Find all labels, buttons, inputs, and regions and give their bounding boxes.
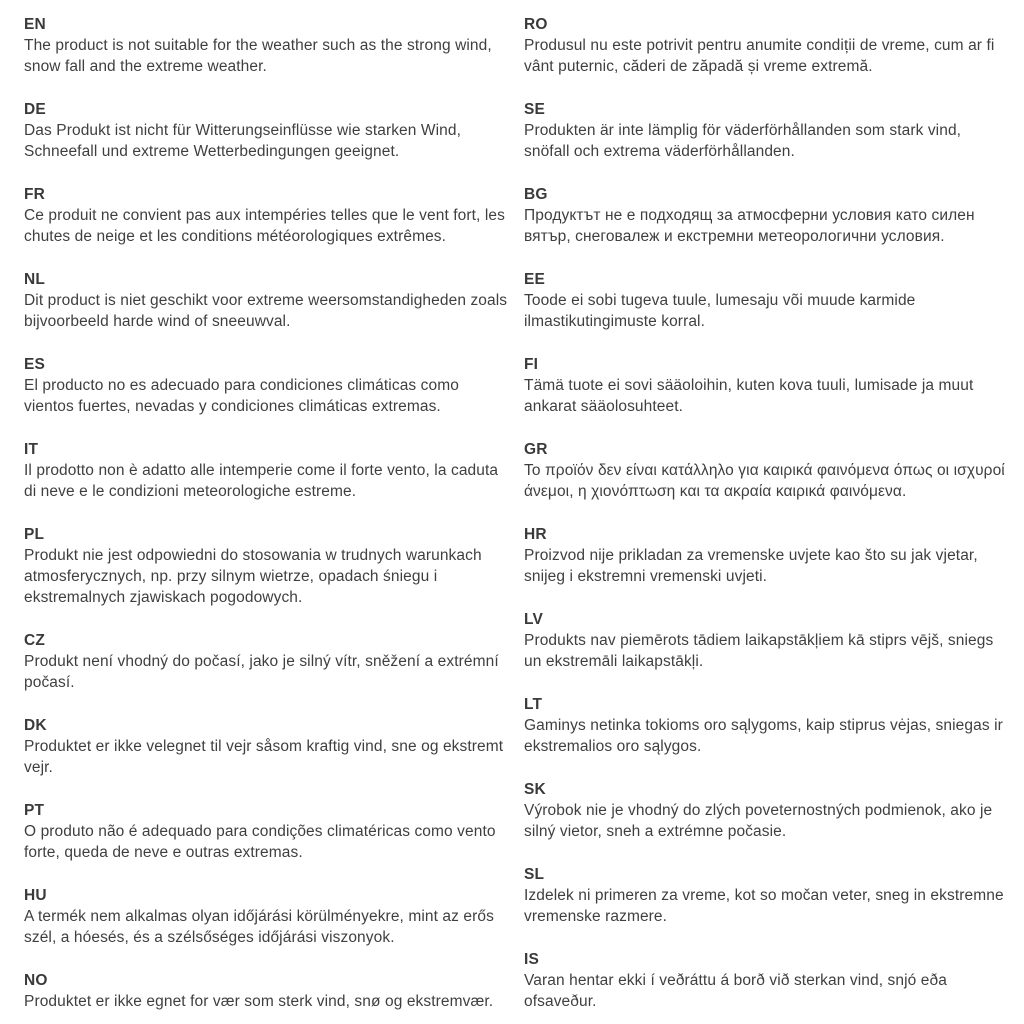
language-text: Gaminys netinka tokioms oro sąlygoms, kaip stiprus vėjas, sniegas ir ekstremalios oro sąlygos. [524,717,1003,755]
language-text: Toode ei sobi tugeva tuule, lumesaju või muude karmide ilmastikutingimuste korral. [524,292,916,330]
language-entry-dk [24,715,510,778]
language-text: Produsul nu este potrivit pentru anumite condiții de vreme, cum ar fi vânt puternic, căderi de zăpadă și vreme extremă. [524,37,995,75]
language-entry-en [24,14,510,77]
language-code: FR [24,186,46,203]
language-text: Das Produkt ist nicht für Witterungseinflüsse wie starken Wind, Schneefall und extreme Wetterbedingungen geeignet. [24,122,462,160]
language-text: Produktet er ikke velegnet til vejr såsom kraftig vind, sne og ekstremt vejr. [24,738,504,776]
language-text: Dit product is niet geschikt voor extreme weersomstandigheden zoals bijvoorbeeld harde wind of sneeuwval. [24,292,508,330]
language-code: BG [524,186,548,203]
language-code: NL [24,271,46,288]
language-entry-pl [24,524,510,608]
language-code: NO [24,972,48,989]
language-text: O produto não é adequado para condições climatéricas como vento forte, queda de neve e outras extremas. [24,823,496,861]
language-text: Produkt nie jest odpowiedni do stosowania w trudnych warunkach atmosferycznych, np. przy silnym wietrze, opadach śniegu i ekstremalnych zjawiskach pogodowych. [24,547,482,606]
language-column-left [24,14,510,1024]
language-code: SE [524,101,546,118]
language-code: ES [24,356,46,373]
language-entry-hu [24,885,510,948]
language-entry-pt [24,800,510,863]
language-code: LV [524,611,544,628]
language-entry-bg [524,184,1010,247]
language-code: FI [524,356,539,373]
language-code: LT [524,696,543,713]
language-entry-sl [524,864,1010,927]
language-entry-ro [524,14,1010,77]
language-text: El producto no es adecuado para condiciones climáticas como vientos fuertes, nevadas y condiciones climáticas extremas. [24,377,459,415]
language-text: Produktet er ikke egnet for vær som sterk vind, snø og ekstremvær. [24,993,494,1010]
language-entry-hr [524,524,1010,587]
language-text: A termék nem alkalmas olyan időjárási körülményekre, mint az erős szél, a hóesés, és a szélsőséges időjárási viszonyok. [24,908,494,946]
language-text: Výrobok nie je vhodný do zlých poveternostných podmienok, ako je silný vietor, sneh a extrémne počasie. [524,802,993,840]
language-entry-es [24,354,510,417]
language-entry-lv [524,609,1010,672]
language-text: Proizvod nije prikladan za vremenske uvjete kao što su jak vjetar, snijeg i ekstremni vremenski uvjeti. [524,547,978,585]
language-entry-cz [24,630,510,693]
language-code: DE [24,101,46,118]
language-code: HU [24,887,47,904]
language-entry-ee [524,269,1010,332]
language-code: CZ [24,632,46,649]
language-entry-is [524,949,1010,1012]
language-text: Varan hentar ekki í veðráttu á borð við sterkan vind, snjó eða ofsaveður. [524,972,947,1010]
language-code: PT [24,802,45,819]
language-code: EN [24,16,46,33]
language-entry-de [24,99,510,162]
language-code: RO [524,16,548,33]
language-entry-nl [24,269,510,332]
language-code: EE [524,271,546,288]
language-text: Продуктът не е подходящ за атмосферни условия като силен вятър, снеговалеж и екстремни метеорологични условия. [524,207,975,245]
language-text: Tämä tuote ei sovi sääoloihin, kuten kova tuuli, lumisade ja muut ankarat sääolosuhteet. [524,377,974,415]
language-entry-gr [524,439,1010,502]
language-entry-fr [24,184,510,247]
language-text: Ce produit ne convient pas aux intempéries telles que le vent fort, les chutes de neige et les conditions météorologiques extrêmes. [24,207,505,245]
language-entry-sk [524,779,1010,842]
language-text: Izdelek ni primeren za vreme, kot so močan veter, sneg in ekstremne vremenske razmere. [524,887,1004,925]
language-text: Produkt není vhodný do počasí, jako je silný vítr, sněžení a extrémní počasí. [24,653,499,691]
language-entry-fi [524,354,1010,417]
language-code: IT [24,441,39,458]
language-text: Produkten är inte lämplig för väderförhållanden som stark vind, snöfall och extrema väderförhållanden. [524,122,962,160]
language-code: GR [524,441,548,458]
language-text: The product is not suitable for the weather such as the strong wind, snow fall and the extreme weather. [24,37,492,75]
language-code: PL [24,526,45,543]
language-code: SK [524,781,546,798]
language-entry-no [24,970,510,1012]
language-code: HR [524,526,547,543]
language-entry-it [24,439,510,502]
language-entry-lt [524,694,1010,757]
language-text: Το προϊόν δεν είναι κατάλληλο για καιρικά φαινόμενα όπως οι ισχυροί άνεμοι, η χιονόπτωση και τα ακραία καιρικά φαινόμενα. [524,462,1005,500]
language-text: Il prodotto non è adatto alle intemperie come il forte vento, la caduta di neve e le condizioni meteorologiche estreme. [24,462,499,500]
language-column-right [524,14,1010,1024]
language-code: DK [24,717,47,734]
language-text: Produkts nav piemērots tādiem laikapstākļiem kā stiprs vējš, sniegs un ekstremāli laikapstākļi. [524,632,994,670]
language-entry-se [524,99,1010,162]
language-code: SL [524,866,545,883]
language-code: IS [524,951,540,968]
